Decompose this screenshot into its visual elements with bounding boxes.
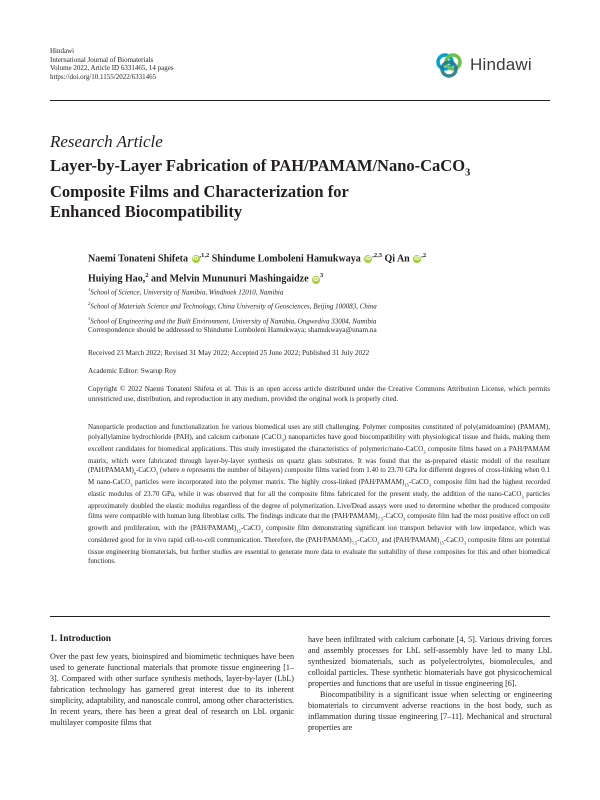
affiliation-item: $^2$School of Materials Science and Technology, China University of Geosciences, Beijing 100083, China — [88, 301, 377, 311]
logo-text: Hindawi — [470, 55, 532, 74]
intro-paragraph: Over the past few years, bioinspired and biomimetic techniques have been used to generate functional materials that promote tissue engineering [1–3]. Compared with other surface synthesis methods, layer-by-layer (LbL) fabrication technology has garnered great interest due to its inherent simplicity, adaptability, and nanoscale control, among other characteristics. In recent years, there has been a great deal of research on LbL organic multilayer composite films that — [50, 652, 294, 727]
header-rule — [50, 100, 550, 101]
section-rule — [50, 616, 550, 617]
correspondence: Correspondence should be addressed to Shindume Lomboleni Hamukwaya; shamukwaya@unam.na — [88, 326, 377, 334]
author-name: Naemi Tonateni Shifeta — [88, 253, 189, 265]
affiliation-item: $^1$School of Science, University of Namibia, Windhoek 12010, Namibia — [88, 287, 284, 297]
author-name: and Melvin Mununuri Mashingaidze — [151, 273, 309, 285]
academic-editor: Academic Editor: Swarup Roy — [88, 367, 177, 375]
hindawi-logo[interactable] — [435, 50, 532, 80]
copyright-notice: Copyright © 2022 Naemi Tonateni Shifeta et al. This is an open access article distributed under the Creative Commons Attribution License, which permits unrestricted use, distribution, and reproduction in any medium, provided the original work is properly cited. — [88, 385, 550, 403]
orcid-icon[interactable]: iD — [414, 256, 421, 263]
article-type: Research Article — [50, 132, 163, 151]
intro-paragraph: have been infiltrated with calcium carbonate [4, 5]. Various driving forces and assembly processes for LbL self-assembly have led to many LbL synthesized biomaterials, such as polyelectrolytes, biomolecules, and colloidal particles. These synthetic biomaterials have got physicochemical properties and functions that are useful in tissue engineering [6]. — [308, 635, 552, 688]
volume-info: Volume 2022, Article ID 6331465, 14 pages — [50, 64, 174, 73]
affiliations — [88, 284, 548, 327]
intro-paragraph: Biocompatibility is a significant issue when selecting or engineering biomaterials to circumvent adverse reactions in the host body, such as inflammation during tissue engineering [7–11]. Mechanical and structural properties are — [308, 690, 552, 732]
abstract: Nanoparticle production and functionalization for various biomedical uses are still challenging. Polymer composites constituted of poly(amidoamine) (PAMAM), polyallylamine hydrochloride (PAH), and calcium carbonate (CaCO$_3$) nanoparticles have good biocompatibility with physiological tissue and fluids, making them excellent candidates for biomedical applications. This study investigated the characteristics of polymeric/nano-CaCO$_3$ composite films based on a PAH/PAMAM matrix, which were fabricated through layer-by-layer synthesis on quartz glass substrates. It was found that the as-prepared elastic moduli of the resultant $(PAH/PAMAM)_n-CaCO_3$ (where n represents the number of bilayers) composite films varied from 1.40 to 23.70 GPa for different degrees of cross-linking when 0.1 M nano-CaCO$_3$ particles were incorporated into the polymer matrix. The highly cross-linked $(PAH/PAMAM)_{15}-CaCO_3$ composite film had the highest recorded elastic modulus of 23.70 GPa, while it was observed that for all the composite films fabricated for the present study, the addition of the nano-CaCO$_3$ particles approximately doubled the elastic modulus regardless of the degree of polymerization. Live/Dead assays were used to determine whether the produced composite films were compatible with human lung fibroblast cells. The findings indicate that the $(PAH/PAMAM)_{7.5}-CaCO_3$ composite film had the most positive effect on cell growth and proliferation, with the $(PAH/PAMAM)_{15}-CaCO_3$ composite film demonstrating significant ion transport behavior with low impedance, which was considered good for in vivo rapid cell-to-cell communication. Therefore, the $(PAH/PAMAM)_{7.5}-CaCO_3$ and $(PAH/PAMAM)_{15}-CaCO_3$ composite films are potential tissue engineering biomaterials, but further studies are essential to generate more data to evaluate the suitability of these composites for this and other biomedical functions. — [88, 423, 551, 566]
author-name: Huiying Hao, — [88, 273, 146, 285]
dates: Received 23 March 2022; Revised 31 May 2022; Accepted 25 June 2022; Published 31 July 2022 — [88, 349, 370, 357]
affiliation-item: $^3$School of Engineering and the Built Environment, University of Namibia, Ongwediva 33004, Namibia — [88, 315, 377, 325]
publisher-name: Hindawi — [50, 47, 75, 55]
paper-title: Layer-by-Layer Fabrication of PAH/PAMAM/Nano-CaCO$_3$ Composite Films and Characterization for Enhanced Biocompatibility — [50, 156, 471, 222]
intro-right-column — [308, 634, 552, 733]
orcid-icon[interactable]: iD — [313, 276, 319, 283]
author-list: Naemi Tonateni Shifeta $iD^{,1,2}$ Shindume Lomboleni Hamukwaya $iD^{,2,3}$ Qi An $iD^{,2}$ Huiying Hao,$^2$ and Melvin Mununuri Mashingaidze $iD^3$ — [88, 252, 427, 285]
author-name: Shindume Lomboleni Hamukwaya — [211, 253, 361, 265]
intro-left-column — [50, 651, 294, 728]
orcid-icon[interactable]: iD — [192, 256, 199, 263]
hindawi-logo-icon — [435, 50, 465, 80]
orcid-icon[interactable]: iD — [365, 256, 372, 263]
author-name: Qi An — [384, 253, 410, 265]
section-heading-introduction: 1. Introduction — [50, 634, 112, 644]
journal-name: International Journal of Biomaterials — [50, 55, 154, 64]
doi-link[interactable]: https://doi.org/10.1155/2022/6331465 — [50, 72, 157, 81]
journal-header — [50, 47, 174, 81]
